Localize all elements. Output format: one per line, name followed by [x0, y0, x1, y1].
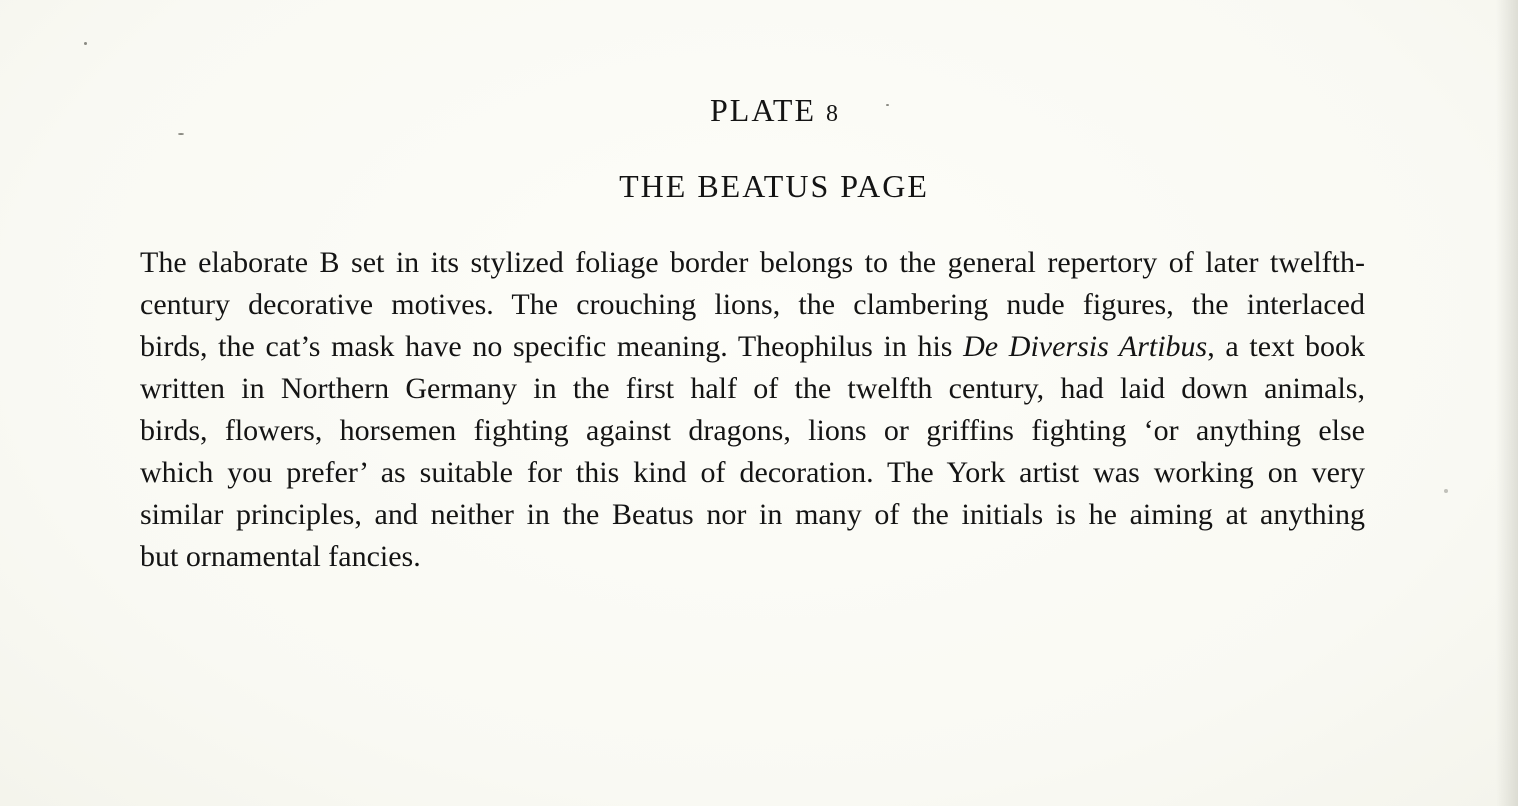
book-title-italic: De Diversis Artibus: [963, 330, 1208, 363]
paragraph-line: written in Northern Germany in the first half of the twelfth century, had laid down animals,: [140, 372, 1365, 405]
paragraph-line: century decorative motives. The crouching lions, the clambering nude figures, the interlaced: [140, 288, 1365, 321]
plate-number: 8: [826, 101, 838, 127]
plate-heading: [0, 92, 1518, 129]
paragraph-line: which you prefer’ as suitable for this kind of decoration. The York artist was working on very: [140, 456, 1365, 489]
paragraph-line-text: , a text book: [1207, 330, 1365, 363]
page-title: THE BEATUS PAGE: [619, 168, 929, 204]
paragraph-line: The elaborate B set in its stylized foliage border belongs to the general repertory of later twelfth-: [140, 246, 1365, 279]
paper-speck: [1444, 489, 1448, 493]
paragraph-line: but ornamental fancies.: [140, 540, 421, 573]
paper-speck: [178, 133, 184, 135]
paragraph-line: birds, flowers, horsemen fighting against dragons, lions or griffins fighting ‘or anything else: [140, 414, 1365, 447]
description-paragraph: [140, 242, 1365, 578]
paragraph-line: [140, 326, 1365, 368]
paragraph-line-text: birds, the cat’s mask have no specific meaning. Theophilus in his: [140, 330, 964, 363]
plate-label: PLATE: [710, 92, 816, 128]
paper-speck: [84, 42, 87, 45]
paragraph-line: similar principles, and neither in the Beatus nor in many of the initials is he aiming at anything: [140, 498, 1365, 531]
